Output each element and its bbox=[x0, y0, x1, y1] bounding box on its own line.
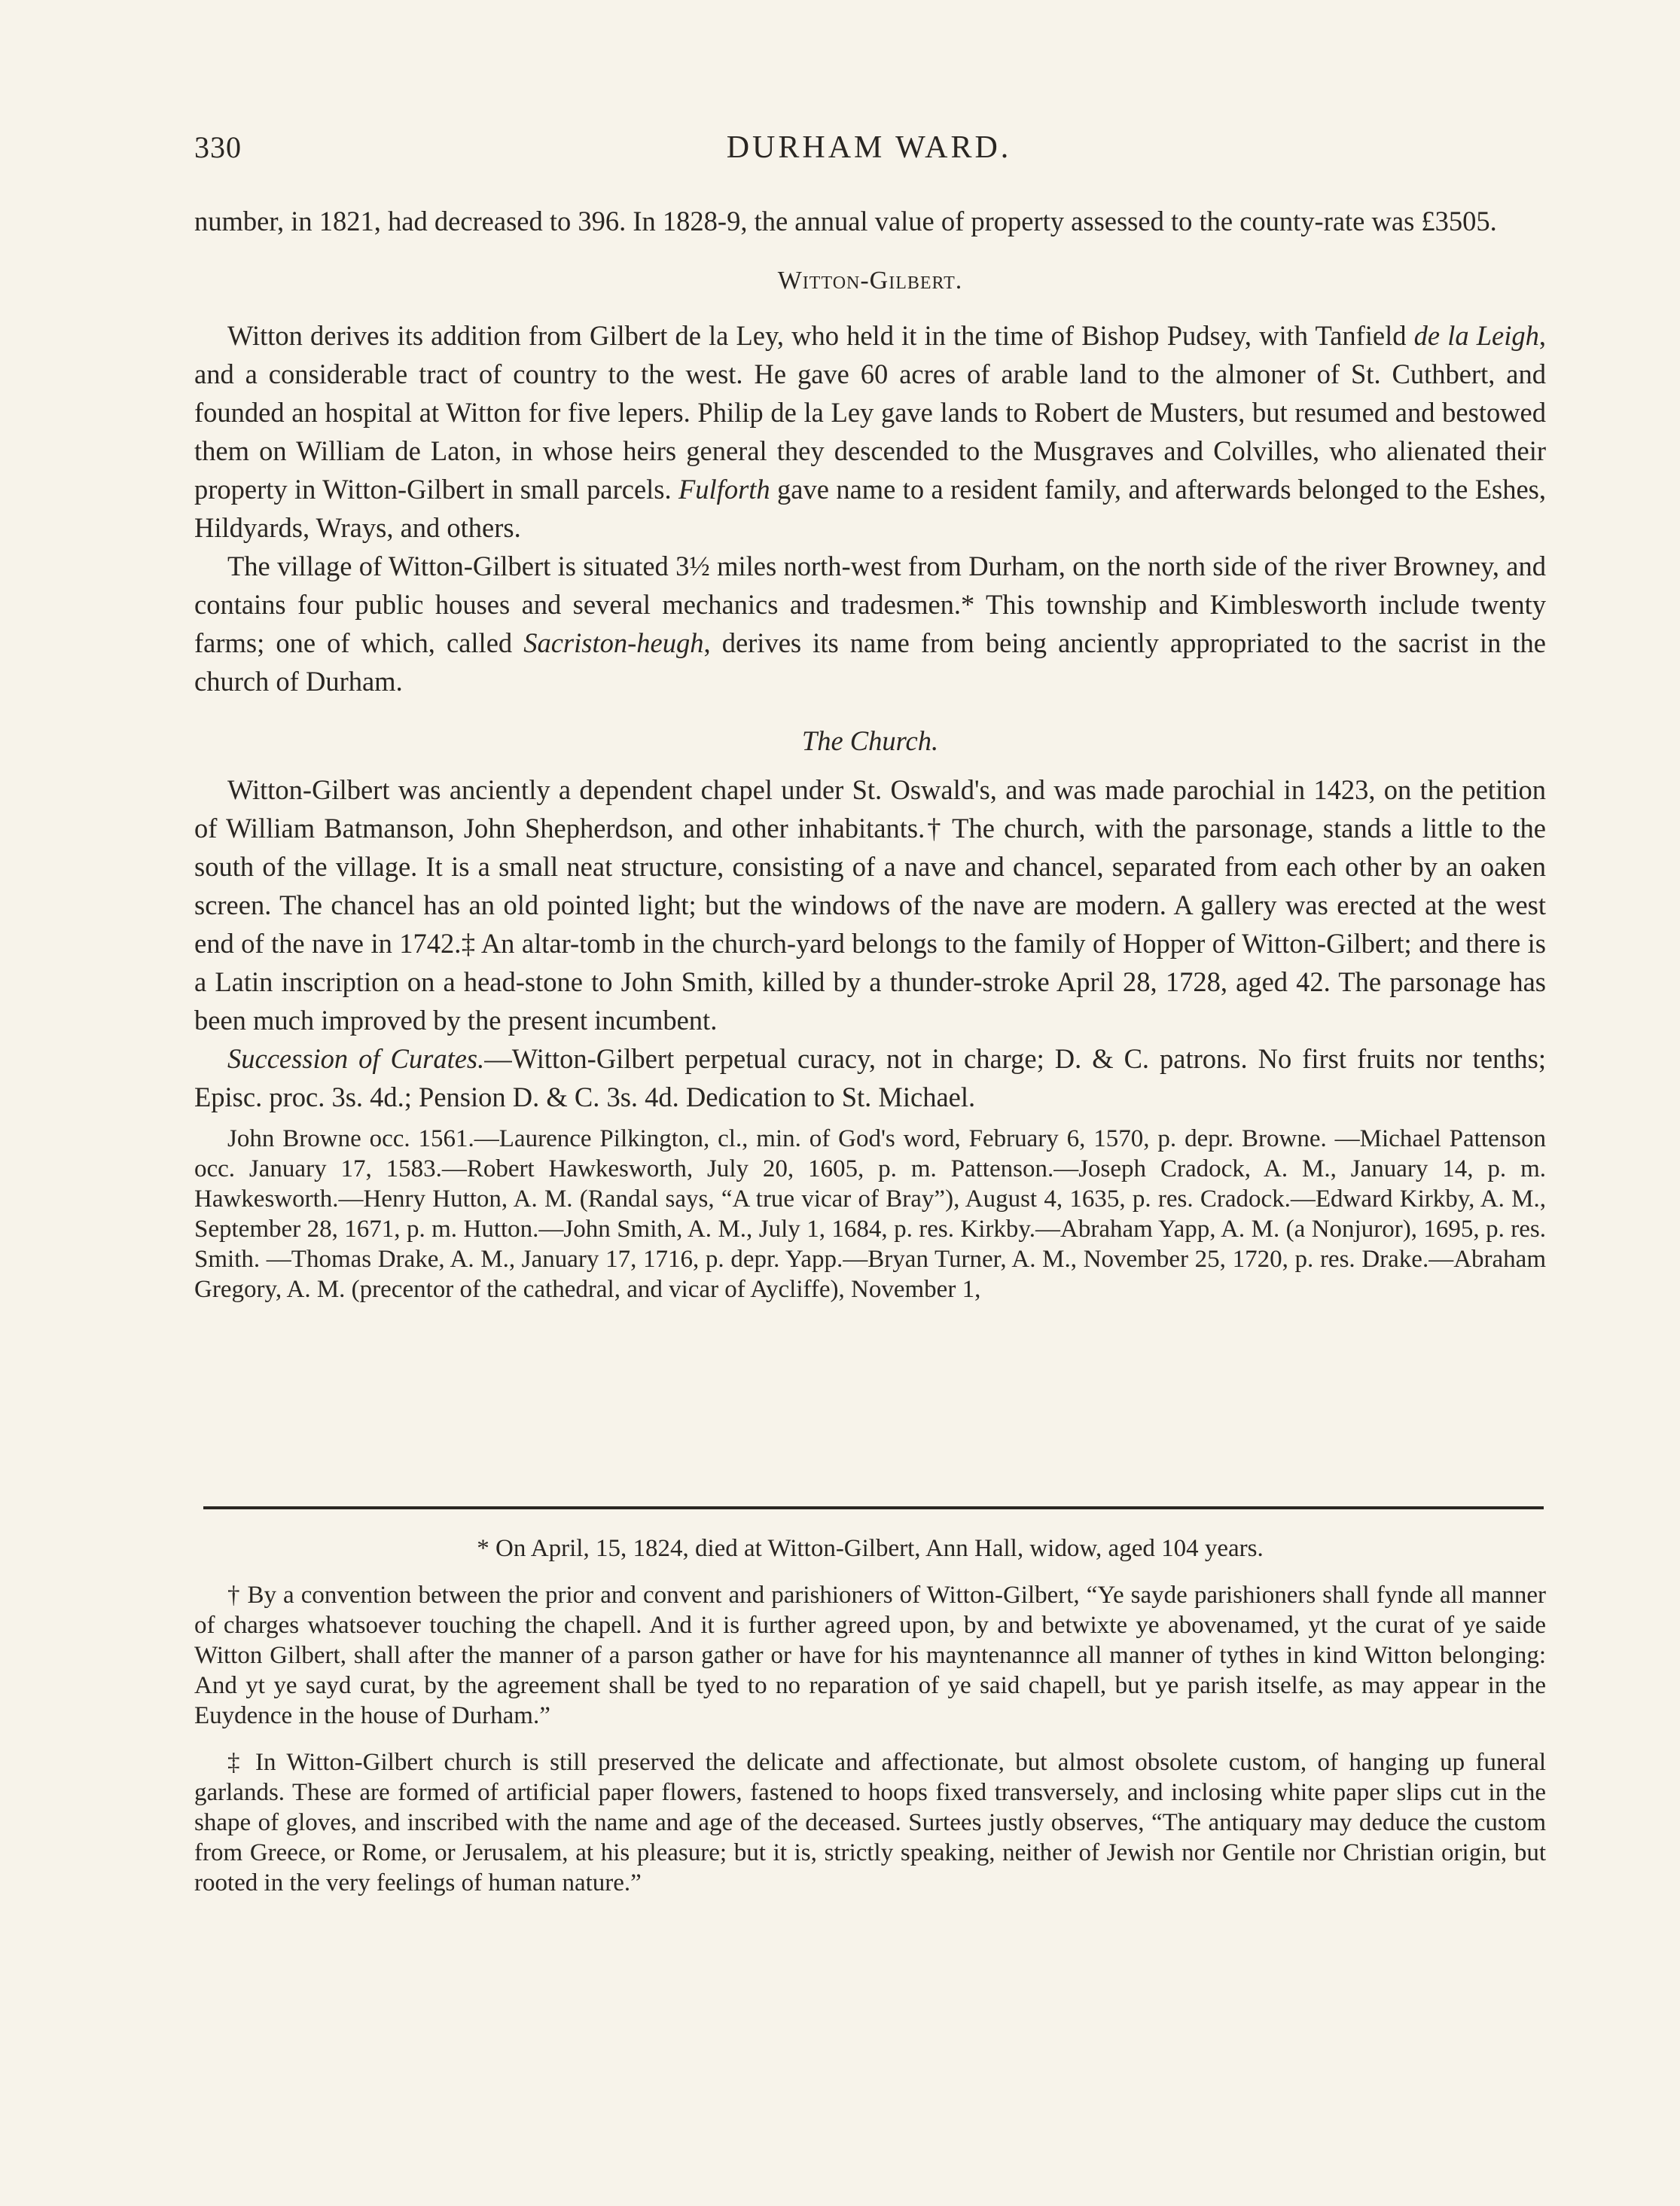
paragraph-text: —Witton-Gilbert perpetual curacy, not in charge; D. & C. patrons. No first fruits nor tenths; Episc. proc. 3s. 4d.; Pension D. & C. 3s. 4d. Dedication to St. Michael. bbox=[194, 1043, 1547, 1112]
paragraph-text: , derives its name from being anciently appropriated to the sacrist in the church of Durham. bbox=[194, 627, 1546, 697]
paragraph-village bbox=[194, 547, 1546, 700]
footnotes bbox=[194, 1533, 1546, 1915]
paragraph-text: The village of Witton-Gilbert is situated 3½ miles north-west from Durham, on the north side of the river Browney, and contains four public houses and several mechanics and tradesmen.* This township and Kimblesworth include twenty farms; one of which, called bbox=[194, 551, 1546, 658]
italic-term: Sacriston-heugh bbox=[523, 627, 704, 658]
main-text bbox=[194, 202, 1546, 1304]
section-title: Witton-Gilbert. bbox=[777, 267, 963, 294]
paragraph-text: Witton derives its addition from Gilbert de la Ley, who held it in the time of Bishop Pudsey, with Tanfield bbox=[227, 320, 1414, 351]
running-head: DURHAM WARD. bbox=[726, 130, 1012, 165]
curates-list: John Browne occ. 1561.—Laurence Pilkington, cl., min. of God's word, February 6, 1570, p. depr. Browne. —Michael Pattenson occ. January 17, 1583.—Robert Hawkesworth, July 20, 1605, p. m. Pattenson.—Joseph Cradock, A. M., January 14, p. m. Hawkesworth.—Henry Hutton, A. M. (Randal says, “A true vicar of Bray”), August 4, 1635, p. res. Cradock.—Edward Kirkby, A. M., September 28, 1671, p. m. Hutton.—John Smith, A. M., July 1, 1684, p. res. Kirkby.—Abraham Yapp, A. M. (a Nonjuror), 1695, p. res. Smith. —Thomas Drake, A. M., January 17, 1716, p. depr. Yapp.—Bryan Turner, A. M., November 25, 1720, p. res. Drake.—Abraham Gregory, A. M. (precentor of the cathedral, and vicar of Aycliffe), November 1, bbox=[194, 1125, 1546, 1303]
footnote-star: * On April, 15, 1824, died at Witton-Gilbert, Ann Hall, widow, aged 104 years. bbox=[477, 1535, 1264, 1562]
italic-term: Fulforth bbox=[678, 474, 770, 505]
paragraph-succession bbox=[194, 1039, 1546, 1116]
italic-heading: Succession of Curates. bbox=[227, 1043, 485, 1074]
page-header bbox=[194, 130, 1544, 175]
footnote-double-dagger: ‡ In Witton-Gilbert church is still preserved the delicate and affectionate, but almost obsolete custom, of hanging up funeral garlands. These are formed of artificial paper flowers, fastened to hoops fixed transversely, and inclosing white paper slips cut in the shape of gloves, and inscribed with the name and age of the deceased. Surtees justly observes, “The antiquary may deduce the custom from Greece, or Rome, or Jerusalem, at his pleasure; but it is, strictly speaking, neither of Jewish nor Gentile nor Christian origin, but rooted in the very feelings of human nature.” bbox=[194, 1749, 1546, 1896]
church-subtitle: The Church. bbox=[801, 725, 939, 756]
opening-paragraph: number, in 1821, had decreased to 396. In 1828-9, the annual value of property assessed to the county-rate was £3505. bbox=[194, 206, 1497, 236]
italic-term: de la Leigh bbox=[1413, 320, 1539, 351]
paragraph-text: , and a considerable tract of country to the west. He gave 60 acres of arable land to the almoner of St. Cuthbert, and founded an hospital at Witton for five lepers. Philip de la Ley gave lands to Robert de Musters, but resumed and bestowed them on William de Laton, in whose heirs general they descended to the Musgraves and Colvilles, who alienated their property in Witton-Gilbert in small parcels. bbox=[194, 320, 1547, 505]
footnote-divider bbox=[203, 1506, 1544, 1509]
footnote-dagger: † By a convention between the prior and convent and parishioners of Witton-Gilbert, “Ye sayde parishioners shall fynde all manner of charges whatsoever touching the chapell. And it is further agreed upon, by and betwixte ye abovenamed, yt the curat of ye saide Witton Gilbert, shall after the manner of a parson gather or have for his mayntenannce all manner of tythes in kind Witton belonging: And yt ye sayd curat, by the agreement shall be tyed to no reparation of ye said chapell, but ye parish itselfe, as may appear in the Euydence in the house of Durham.” bbox=[194, 1582, 1546, 1729]
paragraph-text: gave name to a resident family, and afterwards belonged to the Eshes, Hildyards, Wrays, and others. bbox=[194, 474, 1546, 543]
paragraph-derivation bbox=[194, 316, 1546, 547]
paragraph-church: Witton-Gilbert was anciently a dependent chapel under St. Oswald's, and was made parochial in 1423, on the petition of William Batmanson, John Shepherdson, and other inhabitants.† The church, with the parsonage, stands a little to the south of the village. It is a small neat structure, consisting of a nave and chancel, separated from each other by an oaken screen. The chancel has an old pointed light; but the windows of the nave are modern. A gallery was erected at the west end of the nave in 1742.‡ An altar-tomb in the church-yard belongs to the family of Hopper of Witton-Gilbert; and there is a Latin inscription on a head-stone to John Smith, killed by a thunder-stroke April 28, 1728, aged 42. The parsonage has been much improved by the present incumbent. bbox=[194, 774, 1546, 1036]
page-number: 330 bbox=[194, 130, 242, 164]
